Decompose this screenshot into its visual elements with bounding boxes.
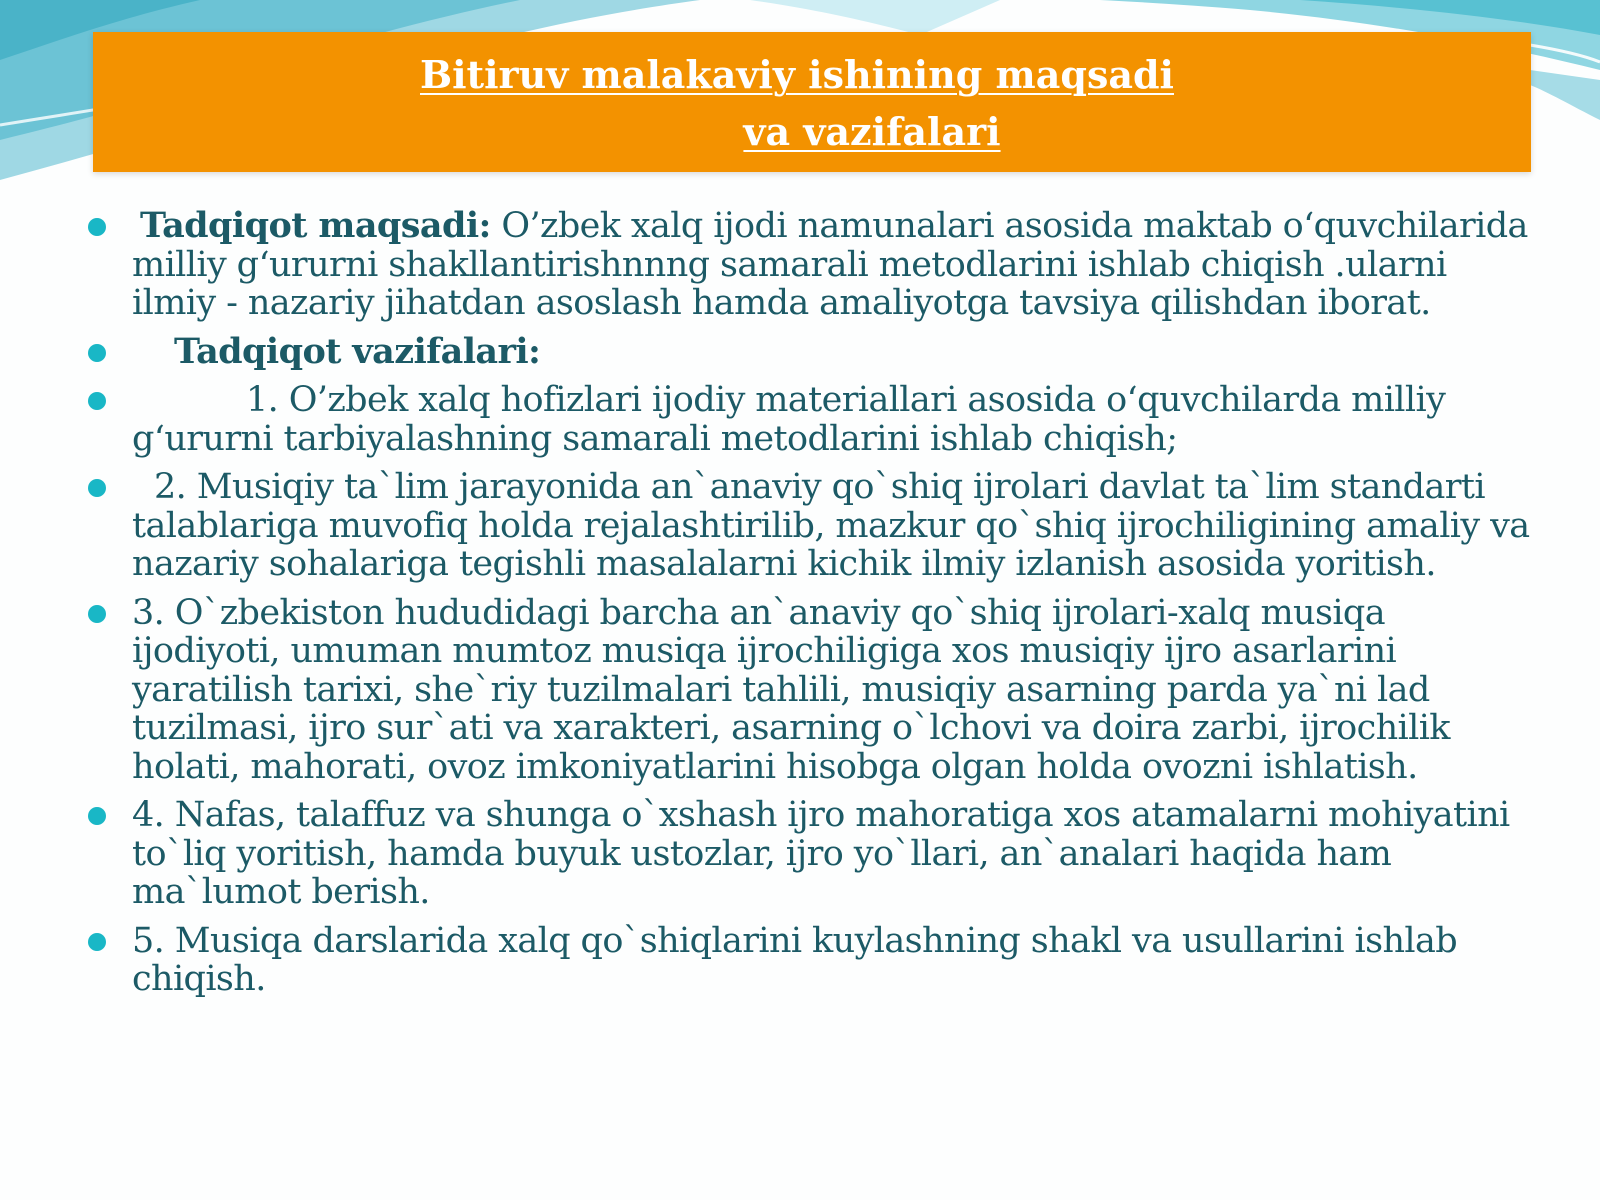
bullet-task-2: [80, 468, 1540, 584]
task-1-text: 1. O’zbek xalq hofizlari ijodiy materiallari asosida o‘quvchilarda milliy g‘ururni tarbiyalashning samarali metodlarini ishlab chiqish;: [132, 380, 1446, 459]
bullet-dot-icon: [88, 933, 106, 951]
bullet-list: [80, 207, 1540, 1009]
bullet-task-4: [80, 796, 1540, 912]
research-tasks-label: Tadqiqot vazifalari:: [174, 330, 541, 372]
bullet-task-1: [80, 381, 1540, 458]
bullet-research-tasks-heading: [80, 330, 1540, 372]
bullet-dot-icon: [88, 344, 106, 362]
slide-title-line-1: Bitiruv malakaviy ishining maqsadi: [420, 52, 1174, 97]
bullet-dot-icon: [88, 479, 106, 497]
title-banner: [93, 32, 1531, 172]
bullet-dot-icon: [88, 807, 106, 825]
task-5-text: 5. Musiqa darslarida xalq qo`shiqlarini kuylashning shakl va usullarini ishlab chiqish.: [132, 920, 1458, 999]
research-goal-text: O’zbek xalq ijodi namunalari asosida maktab o‘quvchilarida milliy g‘ururni shakllantirishnnng samarali metodlarini ishlab chiqish .ularni ilmiy - nazariy jihatdan asoslash hamda amaliyotga tavsiya qilishdan iborat.: [132, 206, 1528, 323]
bullet-research-goal: [80, 207, 1540, 323]
task-3-text: 3. O`zbekiston hududidagi barcha an`anaviy qo`shiq ijrolari-xalq musiqa ijodiyoti, umuman mumtoz musiqa ijrochiligiga xos musiqiy ijro asarlarini yaratilish tarixi, she`riy tuzilmalari tahlili, musiqiy asarning parda ya`ni lad tuzilmasi, ijro sur`ati va xarakteri, asarning o`lchovi va doira zarbi, ijrochilik holati, mahorati, ovoz imkoniyatlarini hisobga olgan holda ovozni ishlatish.: [132, 592, 1450, 787]
slide-title: [93, 46, 1531, 160]
bullet-dot-icon: [88, 218, 106, 236]
bullet-task-5: [80, 922, 1540, 999]
bullet-dot-icon: [88, 392, 106, 410]
bullet-dot-icon: [88, 605, 106, 623]
task-4-text: 4. Nafas, talaffuz va shunga o`xshash ijro mahoratiga xos atamalarni mohiyatini to`liq yoritish, hamda buyuk ustozlar, ijro yo`llari, an`analari haqida ham ma`lumot berish.: [132, 795, 1510, 912]
bullet-task-3: [80, 594, 1540, 787]
research-goal-label: Tadqiqot maqsadi:: [140, 205, 491, 246]
slide-title-line-2: va vazifalari: [743, 109, 1001, 154]
task-2-text: 2. Musiqiy ta`lim jarayonida an`anaviy qo`shiq ijrolari davlat ta`lim standarti talablariga muvofiq holda rejalashtirilib, mazkur qo`shiq ijrochiligining amaliy va nazariy sohalariga tegishli masalalarni kichik ilmiy izlanish asosida yoritish.: [132, 467, 1530, 584]
